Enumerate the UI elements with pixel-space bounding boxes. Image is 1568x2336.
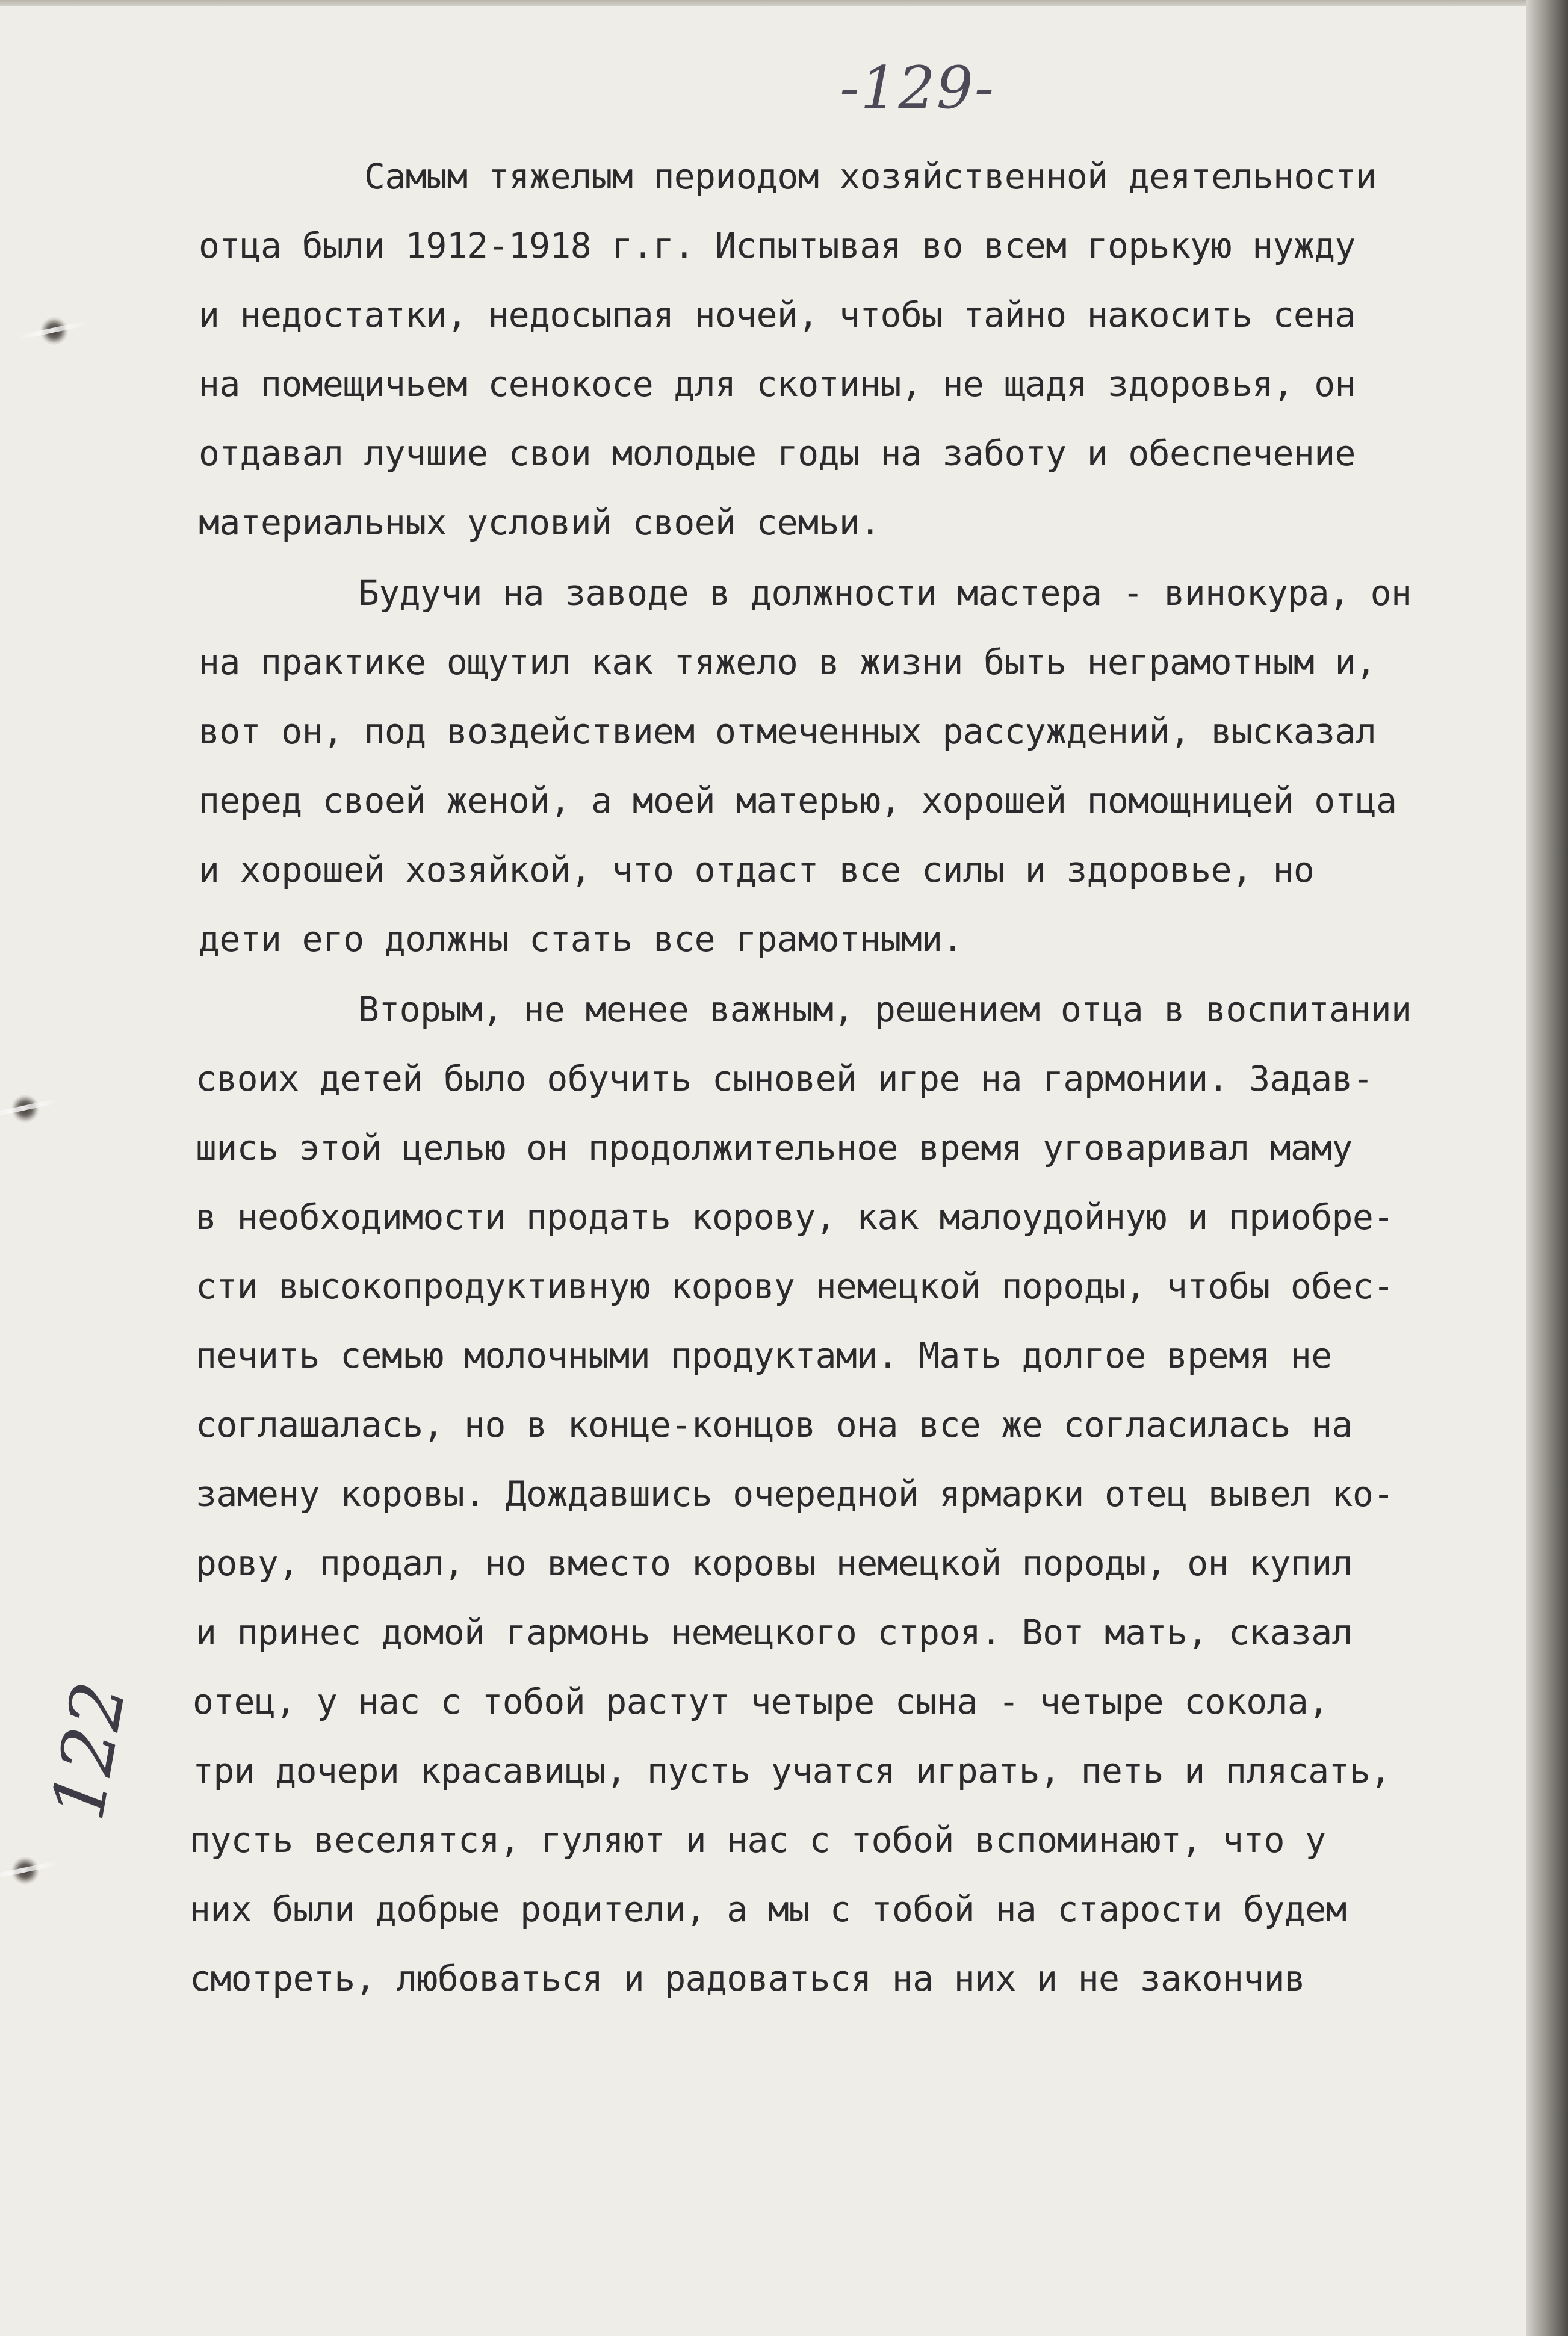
paper-sheet xyxy=(0,6,1532,2336)
text-line: Вторым, не менее важным, решением отца в воспитании xyxy=(358,989,1412,1030)
text-line: смотреть, любоваться и радоваться на них и не закончив xyxy=(190,1958,1306,1999)
text-line: и недостатки, недосыпая ночей, чтобы тайно накосить сена xyxy=(199,294,1356,335)
text-line: материальных условий своей семьи. xyxy=(199,502,881,543)
page-number: -129- xyxy=(840,54,996,122)
text-line: Самым тяжелым периодом хозяйственной деятельности xyxy=(364,156,1377,197)
text-line: них были добрые родители, а мы с тобой на старости будем xyxy=(190,1889,1346,1930)
text-line: сти высокопродуктивную корову немецкой породы, чтобы обес- xyxy=(196,1266,1394,1307)
desk-edge xyxy=(1526,0,1568,2336)
text-line: своих детей было обучить сыновей игре на гармонии. Задав- xyxy=(196,1058,1374,1099)
text-line: на помещичьем сенокосе для скотины, не щадя здоровья, он xyxy=(199,364,1356,404)
text-line: перед своей женой, а моей матерью, хорошей помощницей отца xyxy=(199,780,1397,821)
text-line: пусть веселятся, гуляют и нас с тобой вспоминают, что у xyxy=(190,1820,1326,1860)
text-line: шись этой целью он продолжительное время уговаривал маму xyxy=(196,1127,1353,1168)
text-line: и хорошей хозяйкой, что отдаст все силы и здоровье, но xyxy=(199,849,1315,890)
punch-hole-middle xyxy=(11,1095,39,1123)
text-line: и принес домой гармонь немецкого строя. Вот мать, сказал xyxy=(196,1612,1353,1653)
text-line: Будучи на заводе в должности мастера - винокура, он xyxy=(358,572,1412,613)
punch-hole-top xyxy=(40,317,68,345)
text-line: дети его должны стать все грамотными. xyxy=(199,919,963,959)
text-line: отец, у нас с тобой растут четыре сына - четыре сокола, xyxy=(193,1681,1329,1722)
text-line: в необходимости продать корову, как малоудойную и приобре- xyxy=(196,1197,1394,1238)
text-line: замену коровы. Дождавшись очередной ярмарки отец вывел ко- xyxy=(196,1473,1394,1514)
text-line: отдавал лучшие свои молодые годы на заботу и обеспечение xyxy=(199,433,1356,474)
text-line: соглашалась, но в конце-концов она все же согласилась на xyxy=(196,1404,1353,1445)
text-line: вот он, под воздействием отмеченных рассуждений, высказал xyxy=(199,711,1377,752)
text-line: рову, продал, но вместо коровы немецкой породы, он купил xyxy=(196,1543,1353,1584)
text-line: на практике ощутил как тяжело в жизни быть неграмотным и, xyxy=(199,642,1377,683)
text-line: отца были 1912-1918 г.г. Испытывая во всем горькую нужду xyxy=(199,225,1356,266)
text-line: печить семью молочными продуктами. Мать долгое время не xyxy=(196,1335,1332,1376)
text-line: три дочери красавицы, пусть учатся играть, петь и плясать, xyxy=(193,1750,1391,1791)
punch-hole-bottom xyxy=(11,1857,39,1885)
margin-annotation: 122 xyxy=(36,1676,143,1827)
